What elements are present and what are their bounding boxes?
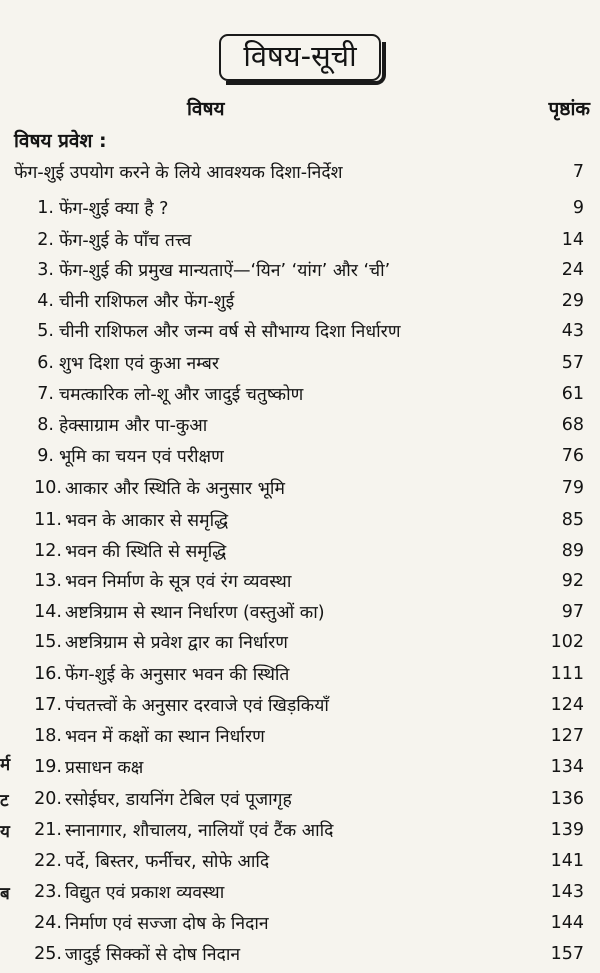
- entry-page: 127: [550, 726, 584, 746]
- entry-number: 23.: [34, 882, 62, 902]
- entry-title: पंचतत्त्वों के अनुसार दरवाजे एवं खिड़कियाँ: [65, 696, 329, 716]
- margin-fragment: ट: [0, 791, 9, 811]
- toc-entry-13[interactable]: [28, 566, 584, 596]
- entry-number: 8.: [37, 415, 54, 435]
- toc-entry-19[interactable]: [28, 752, 584, 782]
- entry-number: 2.: [37, 230, 54, 250]
- entry-page: 61: [561, 384, 584, 404]
- entry-page: 111: [550, 664, 584, 684]
- entry-page: 57: [561, 353, 584, 373]
- entry-number: 7.: [37, 384, 54, 404]
- toc-entry-25[interactable]: [28, 939, 584, 969]
- entry-page: 9: [572, 198, 584, 218]
- column-header-page: पृष्ठांक: [548, 98, 590, 120]
- page-title: विषय-सूची: [219, 34, 380, 81]
- entry-title: आकार और स्थिति के अनुसार भूमि: [65, 479, 285, 499]
- entry-title: चमत्कारिक लो-शू और जादुई चतुष्कोण: [59, 385, 304, 405]
- entry-title: जादुई सिक्कों से दोष निदान: [65, 945, 241, 965]
- entry-page: 68: [561, 415, 584, 435]
- toc-intro-text: फेंग-शुई उपयोग करने के लिये आवश्यक दिशा-निर्देश: [14, 163, 343, 183]
- entry-number: 5.: [37, 321, 54, 341]
- toc-entry-6[interactable]: [28, 348, 584, 378]
- entry-title: शुभ दिशा एवं कुआ नम्बर: [59, 354, 219, 374]
- entry-page: 76: [561, 446, 584, 466]
- toc-entry-14[interactable]: [28, 597, 584, 627]
- toc-entry-12[interactable]: [28, 536, 584, 566]
- toc-entry-22[interactable]: [28, 846, 584, 876]
- entry-page: 134: [550, 757, 584, 777]
- entry-title: अष्टत्रिग्राम से प्रवेश द्वार का निर्धारण: [65, 633, 288, 653]
- entry-title: निर्माण एवं सज्जा दोष के निदान: [65, 914, 269, 934]
- toc-entry-8[interactable]: [28, 410, 584, 440]
- entry-page: 144: [550, 913, 584, 933]
- toc-entry-5[interactable]: [28, 316, 584, 346]
- entry-number: 17.: [34, 695, 62, 715]
- entry-number: 16.: [34, 664, 62, 684]
- entry-number: 4.: [37, 291, 54, 311]
- entry-page: 97: [561, 602, 584, 622]
- entry-number: 9.: [37, 446, 54, 466]
- entry-page: 29: [561, 291, 584, 311]
- entry-title: भवन की स्थिति से समृद्धि: [65, 542, 227, 562]
- entry-page: 143: [550, 882, 584, 902]
- toc-entry-17[interactable]: [28, 690, 584, 720]
- entry-title: पर्दे, बिस्तर, फर्नीचर, सोफे आदि: [65, 852, 270, 872]
- entry-title: चीनी राशिफल और जन्म वर्ष से सौभाग्य दिशा निर्धारण: [59, 322, 401, 342]
- entry-number: 24.: [34, 913, 62, 933]
- toc-entry-10[interactable]: [28, 473, 584, 503]
- entry-title: भवन के आकार से समृद्धि: [65, 511, 229, 531]
- entry-number: 22.: [34, 851, 62, 871]
- entry-title: फेंग-शुई के अनुसार भवन की स्थिति: [65, 665, 290, 685]
- entry-title: भूमि का चयन एवं परीक्षण: [59, 447, 224, 467]
- entry-title: विद्युत एवं प्रकाश व्यवस्था: [65, 883, 225, 903]
- entry-number: 25.: [34, 944, 62, 964]
- toc-entry-7[interactable]: [28, 379, 584, 409]
- entry-title: हेक्साग्राम और पा-कुआ: [59, 416, 208, 436]
- entry-page: 79: [561, 478, 584, 498]
- entry-page: 89: [561, 541, 584, 561]
- entry-number: 1.: [37, 198, 54, 218]
- toc-entry-20[interactable]: [28, 784, 584, 814]
- toc-entry-15[interactable]: [28, 627, 584, 657]
- entry-number: 19.: [34, 757, 62, 777]
- toc-entry-11[interactable]: [28, 505, 584, 535]
- margin-fragment: य: [0, 822, 10, 842]
- toc-entry-3[interactable]: [28, 255, 584, 285]
- toc-intro-page: 7: [572, 162, 584, 182]
- entry-title: भवन निर्माण के सूत्र एवं रंग व्यवस्था: [65, 572, 292, 592]
- entry-page: 14: [561, 230, 584, 250]
- entry-title: स्नानागार, शौचालय, नालियाँ एवं टैंक आदि: [65, 821, 334, 841]
- toc-entry-23[interactable]: [28, 877, 584, 907]
- entry-title: फेंग-शुई की प्रमुख मान्यताऐं—‘यिन’ ‘यांग’ और ‘ची’: [59, 261, 391, 281]
- toc-entry-24[interactable]: [28, 908, 584, 938]
- entry-title: रसोईघर, डायनिंग टेबिल एवं पूजागृह: [65, 790, 292, 810]
- column-header-topic: विषय: [187, 98, 225, 120]
- entry-page: 85: [561, 510, 584, 530]
- margin-fragment: ब: [0, 884, 10, 904]
- entry-page: 102: [550, 632, 584, 652]
- section-label: विषय प्रवेश :: [14, 130, 107, 152]
- entry-page: 157: [550, 944, 584, 964]
- entry-number: 13.: [34, 571, 62, 591]
- entry-page: 43: [561, 321, 584, 341]
- toc-entry-1[interactable]: [28, 193, 584, 223]
- toc-entry-4[interactable]: [28, 286, 584, 316]
- toc-entry-18[interactable]: [28, 721, 584, 751]
- toc-entry-2[interactable]: [28, 225, 584, 255]
- entry-page: 24: [561, 260, 584, 280]
- entry-title: फेंग-शुई क्या है ?: [59, 199, 169, 219]
- toc-entry-21[interactable]: [28, 815, 584, 845]
- entry-page: 136: [550, 789, 584, 809]
- entry-number: 18.: [34, 726, 62, 746]
- toc-entry-16[interactable]: [28, 659, 584, 689]
- toc-entry-9[interactable]: [28, 441, 584, 471]
- entry-page: 92: [561, 571, 584, 591]
- entry-number: 10.: [34, 478, 62, 498]
- toc-intro-row[interactable]: [14, 157, 584, 187]
- entry-number: 6.: [37, 353, 54, 373]
- entry-title: भवन में कक्षों का स्थान निर्धारण: [65, 727, 265, 747]
- entry-number: 21.: [34, 820, 62, 840]
- margin-fragment: र्म: [0, 755, 11, 775]
- entry-title: अष्टत्रिग्राम से स्थान निर्धारण (वस्तुओं का): [65, 603, 325, 623]
- entry-title: प्रसाधन कक्ष: [65, 758, 144, 778]
- entry-number: 3.: [37, 260, 54, 280]
- entry-page: 141: [550, 851, 584, 871]
- title-box: [0, 34, 600, 81]
- entry-page: 124: [550, 695, 584, 715]
- entry-page: 139: [550, 820, 584, 840]
- entry-number: 14.: [34, 602, 62, 622]
- entry-title: चीनी राशिफल और फेंग-शुई: [59, 292, 235, 312]
- entry-number: 11.: [34, 510, 62, 530]
- entry-number: 20.: [34, 789, 62, 809]
- entry-number: 15.: [34, 632, 62, 652]
- entry-title: फेंग-शुई के पाँच तत्त्व: [59, 231, 192, 251]
- entry-number: 12.: [34, 541, 62, 561]
